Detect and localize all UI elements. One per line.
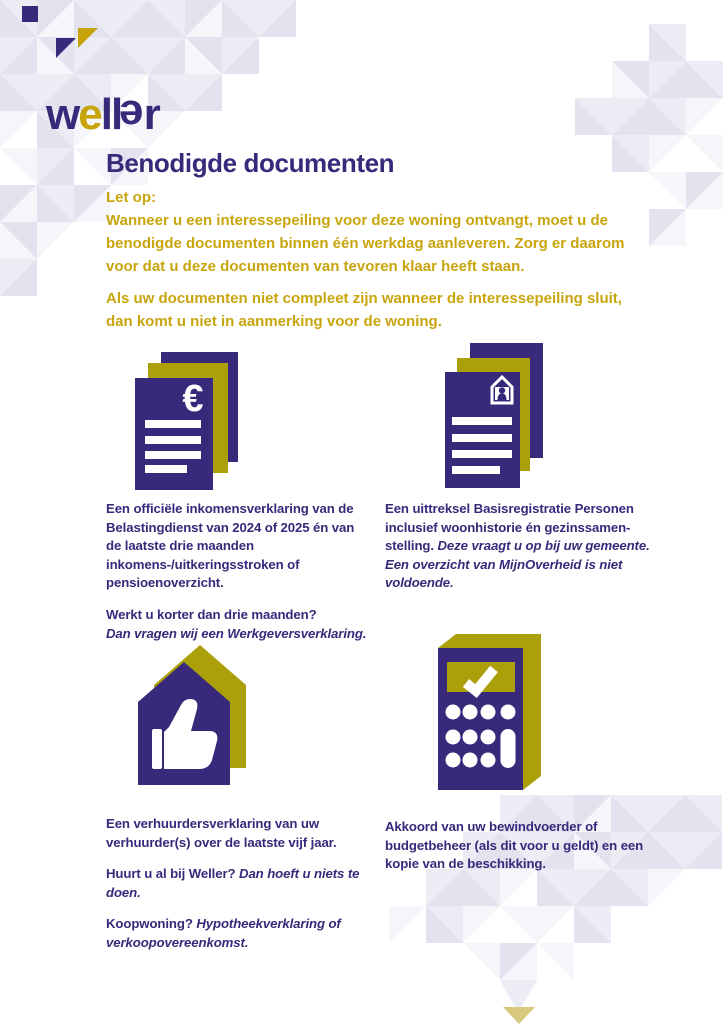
section-brp-text <box>385 500 655 593</box>
logo-letter: r <box>143 90 159 139</box>
logo-letters: ll <box>100 90 122 139</box>
admin-paragraph: Akkoord van uw bewindvoerder of budgetbeheer (als dit voor u geldt) en een kopie van de beschikking. <box>385 819 644 872</box>
notice-paragraph-2: Als uw documenten niet compleet zijn wanneer de interessepeiling sluit, dan komt u niet in aanmerking voor de woning. <box>106 290 622 330</box>
section-income-text <box>106 500 368 643</box>
brp-text-italic: Deze vraagt u op bij uw gemeente. Een overzicht van MijnOverheid is niet voldoende. <box>385 538 650 591</box>
landlord-answer-1-italic: Dan hoeft u niets te doen. <box>106 866 360 900</box>
landlord-paragraph: Een verhuurdersverklaring van uw verhuurder(s) over de laatste vijf jaar. <box>106 816 337 850</box>
logo-letter-gold-e: e <box>78 90 101 139</box>
logo-letter: w <box>46 90 79 139</box>
brp-paragraph <box>385 500 655 593</box>
landlord-koopwoning-note <box>106 915 376 952</box>
landlord-question-2: Koopwoning? <box>106 916 197 932</box>
section-landlord-text <box>106 815 376 953</box>
notice-paragraph-1: Wanneer u een interessepeiling voor deze woning ontvangt, moet u de benodigde documenten binnen één werkdag aanleveren. Zorg er daarom voor dat u deze documenten van tevoren klaar heeft staan. <box>106 212 625 275</box>
landlord-weller-note <box>106 865 376 902</box>
euro-symbol: € <box>182 378 204 420</box>
euro-documents-icon <box>131 344 289 492</box>
page-title: Benodigde documenten <box>106 148 395 178</box>
logo-turned-e: e <box>121 91 144 140</box>
landlord-answer-2-italic: Hypotheekverklaring of verkoopovereenkomst. <box>106 916 341 950</box>
house-thumbs-up-icon <box>133 643 291 793</box>
income-question-text: Werkt u korter dan drie maanden? <box>106 606 317 622</box>
accent-square <box>22 6 38 22</box>
notice-block <box>106 186 646 333</box>
income-answer-italic: Dan vragen wij een Werkgeversverklaring. <box>106 625 367 641</box>
brp-text: Een uittreksel Basisregistratie Personen inclusief woonhistorie én gezinssamen-stelling. <box>385 501 634 554</box>
weller-logo <box>46 90 159 140</box>
landlord-question-1: Huurt u al bij Weller? <box>106 866 240 882</box>
section-admin-text <box>385 818 673 874</box>
mosaic-gold-tip-triangle <box>503 1007 535 1024</box>
notice-label: Let op: <box>106 189 156 206</box>
calculator-check-icon <box>426 632 584 794</box>
income-question <box>106 606 368 643</box>
person-house-documents-icon <box>425 340 585 492</box>
income-paragraph: Een officiële inkomensverklaring van de Belastingdienst van 2024 of 2025 én van de laatste drie maanden inkomens-/uitkeringsstroken of pensioenoverzicht. <box>106 501 355 591</box>
